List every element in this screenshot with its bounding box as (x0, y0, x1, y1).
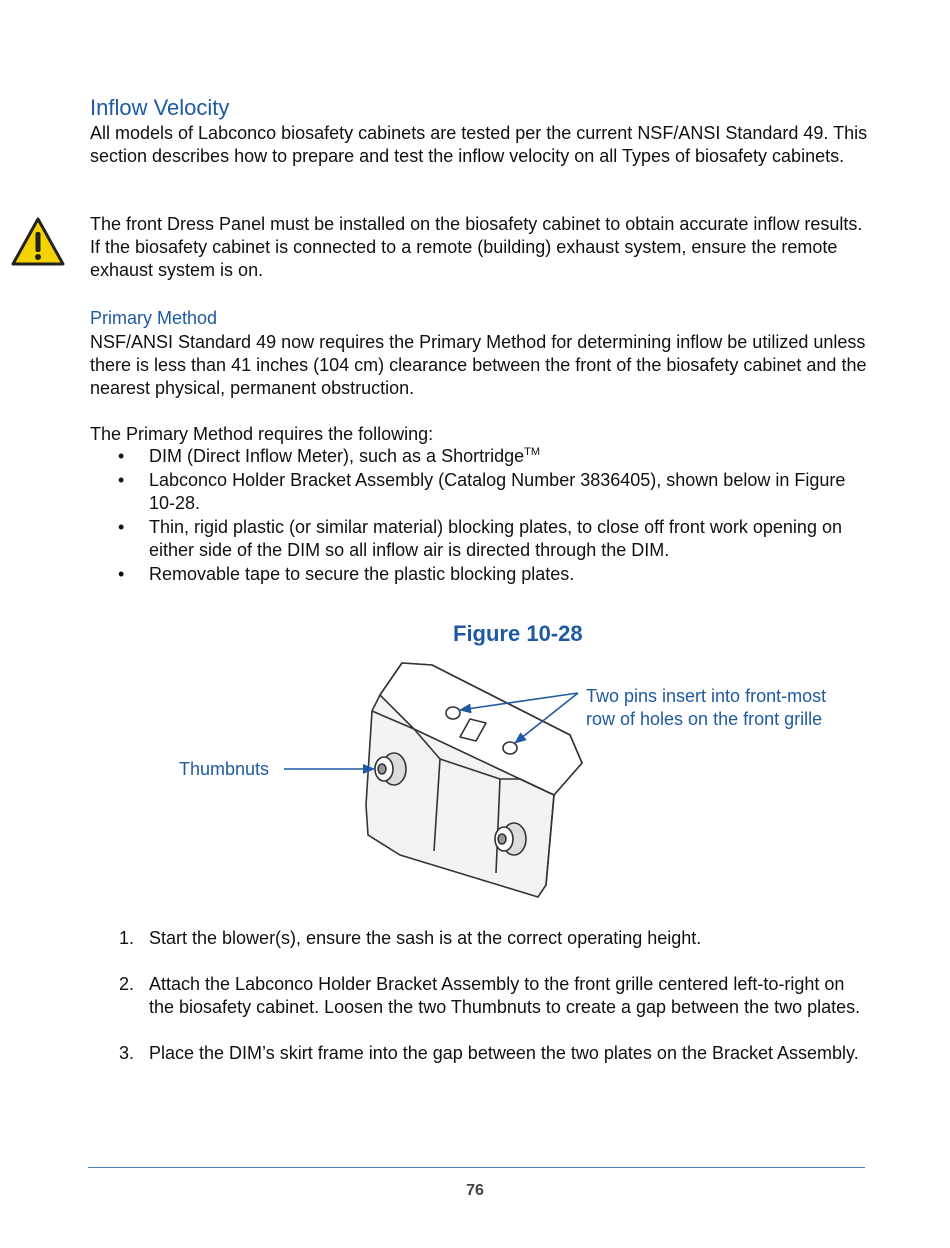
figure-title: Figure 10-28 (453, 621, 583, 646)
warning-triangle-icon (10, 216, 66, 268)
pins-callout-line-1: Two pins insert into front-most (586, 686, 827, 706)
trademark-superscript: TM (524, 446, 541, 458)
primary-method-paragraph: NSF/ANSI Standard 49 now requires the Primary Method for determining inflow be utilized unless there is less than 41 inches (104 cm) clearance between the front of the biosafety cabinet and the nearest physical, permanent obstruction. (90, 332, 867, 398)
step-number: 1. (119, 928, 135, 948)
list-item (90, 927, 870, 950)
list-item (90, 973, 870, 1019)
bracket-drawing (366, 663, 582, 897)
thumbnut-right (495, 823, 526, 855)
list-item (90, 516, 870, 562)
pins-callout-line-2: row of holes on the front grille (586, 709, 823, 729)
thumbnuts-callout: Thumbnuts (179, 759, 270, 779)
bracket-assembly-figure (170, 655, 870, 905)
procedure-steps (90, 927, 870, 1088)
list-item (90, 563, 870, 586)
requirements-intro: The Primary Method requires the following: (90, 424, 434, 444)
intro-paragraph: All models of Labconco biosafety cabinets are tested per the current NSF/ANSI Standard 49. This section describes how to prepare and test the inflow velocity on all Types of biosafety cabinets. (90, 123, 868, 166)
list-item (90, 445, 870, 468)
page-number: 76 (466, 1182, 484, 1199)
bullet-marker: • (118, 564, 125, 584)
bullet-marker: • (118, 470, 125, 490)
list-item (90, 1042, 870, 1065)
requirements-list (90, 445, 870, 587)
list-item-text: DIM (Direct Inflow Meter), such as a Shortridge (149, 446, 525, 466)
step-text: Attach the Labconco Holder Bracket Assembly to the front grille centered left-to-right on the biosafety cabinet. Loosen the two Thumbnuts to create a gap between the two plates. (149, 974, 861, 1017)
step-text: Place the DIM’s skirt frame into the gap between the two plates on the Bracket Assembly. (149, 1043, 859, 1063)
warning-paragraph: The front Dress Panel must be installed on the biosafety cabinet to obtain accurate inflow results. If the biosafety cabinet is connected to a remote (building) exhaust system, ensure the remote exhaust system is on. (90, 214, 863, 280)
section-heading: Inflow Velocity (90, 95, 230, 120)
thumbnut-left (375, 753, 406, 785)
list-item-text: Removable tape to secure the plastic blocking plates. (149, 564, 575, 584)
list-item-text: Thin, rigid plastic (or similar material) blocking plates, to close off front work opening on either side of the DIM so all inflow air is directed through the DIM. (149, 517, 842, 560)
bullet-marker: • (118, 517, 125, 537)
subsection-heading: Primary Method (90, 308, 218, 328)
bullet-marker: • (118, 446, 125, 466)
step-text: Start the blower(s), ensure the sash is at the correct operating height. (149, 928, 702, 948)
list-item (90, 469, 870, 515)
list-item-text: Labconco Holder Bracket Assembly (Catalog Number 3836405), shown below in Figure 10-28. (149, 470, 846, 513)
step-number: 2. (119, 974, 135, 994)
footer-rule (88, 1167, 865, 1168)
step-number: 3. (119, 1043, 135, 1063)
